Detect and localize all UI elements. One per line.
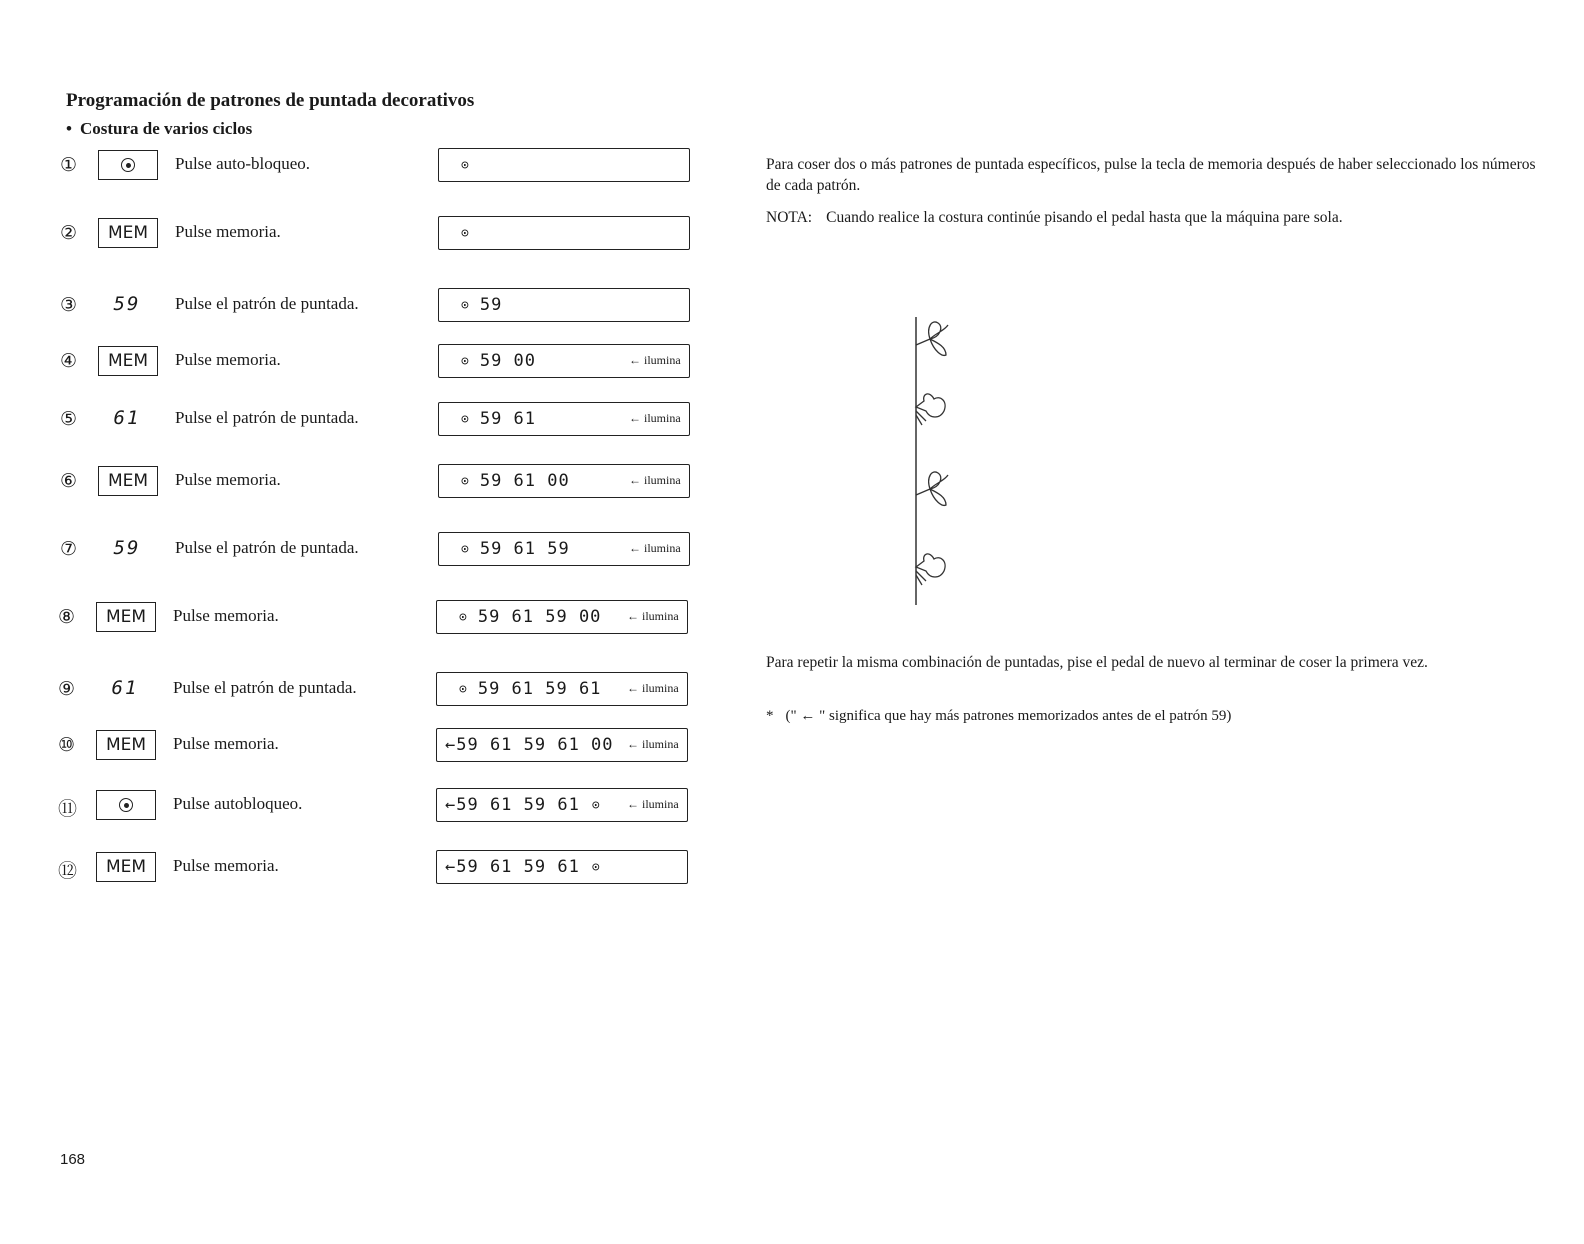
mem-key: MEM — [96, 852, 156, 882]
step-row — [60, 466, 760, 506]
bullet: • — [66, 119, 72, 138]
step-row — [58, 674, 758, 714]
illuminate-indicator: ← ilumina — [627, 681, 679, 695]
footnote-star: * — [766, 708, 774, 724]
note — [766, 209, 1343, 227]
intro-paragraph: Para coser dos o más patrones de puntada específicos, pulse la tecla de memoria después de haber seleccionado los números de cada patrón. — [766, 156, 1536, 194]
lcd-display — [436, 850, 688, 884]
lock-symbol-icon: ⊙ — [461, 157, 470, 173]
step-row — [58, 730, 758, 770]
step-instruction: Pulse memoria. — [173, 734, 279, 753]
step-number: ⑦ — [60, 538, 78, 560]
lock-symbol-icon: ⊙ — [461, 473, 470, 489]
step-row — [60, 534, 760, 574]
illuminate-indicator: ← ilumina — [629, 353, 681, 367]
decorative-stitch-illustration — [900, 315, 970, 615]
pattern-number-key: 61 — [113, 407, 141, 429]
pattern-number-key: 61 — [111, 677, 139, 699]
step-number: ⑩ — [58, 734, 76, 756]
butterfly-stitch-icon — [916, 322, 948, 355]
mem-key: MEM — [98, 218, 158, 248]
illuminate-indicator: ← ilumina — [627, 797, 679, 811]
step-row — [58, 602, 758, 642]
display-value: ←59 61 59 61 — [445, 857, 580, 877]
display-value: 59 61 59 — [479, 539, 570, 559]
step-number: ⑫ — [58, 860, 78, 882]
lcd-display — [438, 402, 690, 436]
auto-lock-key — [98, 150, 158, 180]
step-instruction: Pulse el patrón de puntada. — [175, 294, 359, 313]
lock-symbol-icon: ⊙ — [591, 859, 601, 875]
step-row — [58, 790, 758, 830]
note-label: NOTA: — [766, 209, 813, 226]
step-number: ⑪ — [58, 798, 78, 820]
page-number: 168 — [60, 1151, 86, 1168]
lcd-display — [436, 672, 688, 706]
step-number: ③ — [60, 294, 78, 316]
lcd-display — [436, 600, 688, 634]
step-instruction: Pulse auto-bloqueo. — [175, 154, 311, 173]
mem-key: MEM — [96, 602, 156, 632]
lock-symbol-icon: ⊙ — [461, 541, 470, 557]
footnote-text: (" ← " significa que hay más patrones memorizados antes de el patrón 59) — [785, 708, 1232, 724]
step-number: ⑧ — [58, 606, 76, 628]
mem-key: MEM — [98, 466, 158, 496]
step-number: ⑥ — [60, 470, 78, 492]
lcd-display — [436, 728, 688, 762]
step-number: ② — [60, 222, 78, 244]
tulip-stitch-icon — [916, 554, 945, 585]
illuminate-indicator: ← ilumina — [629, 473, 681, 487]
illuminate-indicator: ← ilumina — [629, 541, 681, 555]
illuminate-indicator: ← ilumina — [627, 737, 679, 751]
step-instruction: Pulse el patrón de puntada. — [173, 678, 357, 697]
display-value: 59 61 00 — [479, 471, 570, 491]
step-instruction: Pulse memoria. — [175, 222, 281, 241]
pattern-number-key: 59 — [113, 293, 141, 315]
display-value: ←59 61 59 61 00 — [445, 735, 614, 755]
mem-key: MEM — [96, 730, 156, 760]
lcd-display — [438, 464, 690, 498]
step-instruction: Pulse el patrón de puntada. — [175, 538, 359, 557]
auto-lock-icon — [121, 158, 135, 172]
display-value: 59 — [479, 295, 503, 315]
lock-symbol-icon: ⊙ — [591, 797, 601, 813]
step-row — [60, 346, 760, 386]
butterfly-stitch-icon — [916, 472, 948, 505]
step-instruction: Pulse autobloqueo. — [173, 794, 303, 813]
page-title: Programación de patrones de puntada decorativos — [66, 90, 475, 111]
auto-lock-icon — [119, 798, 133, 812]
step-row — [58, 852, 758, 892]
step-number: ⑨ — [58, 678, 76, 700]
step-number: ⑤ — [60, 408, 78, 430]
lcd-display — [438, 344, 690, 378]
lock-symbol-icon: ⊙ — [461, 225, 470, 241]
step-instruction: Pulse memoria. — [173, 856, 279, 875]
step-number: ① — [60, 154, 78, 176]
step-instruction: Pulse memoria. — [175, 350, 281, 369]
display-value: 59 61 — [479, 409, 537, 429]
step-row — [60, 404, 760, 444]
step-number: ④ — [60, 350, 78, 372]
lcd-display — [438, 532, 690, 566]
section-subtitle — [66, 119, 252, 139]
display-value: 59 61 59 61 — [477, 679, 602, 699]
lock-symbol-icon: ⊙ — [461, 297, 470, 313]
display-value: ←59 61 59 61 — [445, 795, 580, 815]
lock-symbol-icon: ⊙ — [461, 353, 470, 369]
step-row — [60, 290, 760, 330]
illuminate-indicator: ← ilumina — [629, 411, 681, 425]
lock-symbol-icon: ⊙ — [461, 411, 470, 427]
lcd-display — [438, 288, 690, 322]
mem-key: MEM — [98, 346, 158, 376]
note-text: Cuando realice la costura continúe pisando el pedal hasta que la máquina pare sola. — [826, 209, 1343, 226]
tulip-stitch-icon — [916, 394, 945, 425]
auto-lock-key — [96, 790, 156, 820]
step-row — [60, 218, 760, 258]
display-value: 59 61 59 00 — [477, 607, 602, 627]
lcd-display — [436, 788, 688, 822]
subtitle-text: Costura de varios ciclos — [79, 119, 253, 138]
illuminate-indicator: ← ilumina — [627, 609, 679, 623]
lock-symbol-icon: ⊙ — [459, 681, 468, 697]
step-instruction: Pulse memoria. — [173, 606, 279, 625]
lcd-display — [438, 216, 690, 250]
display-value: 59 00 — [479, 351, 537, 371]
step-instruction: Pulse el patrón de puntada. — [175, 408, 359, 427]
footnote — [766, 708, 1231, 725]
lock-symbol-icon: ⊙ — [459, 609, 468, 625]
repeat-paragraph: Para repetir la misma combinación de puntadas, pise el pedal de nuevo al terminar de coser la primera vez. — [766, 654, 1428, 671]
step-row — [60, 150, 760, 190]
lcd-display — [438, 148, 690, 182]
pattern-number-key: 59 — [113, 537, 141, 559]
step-instruction: Pulse memoria. — [175, 470, 281, 489]
